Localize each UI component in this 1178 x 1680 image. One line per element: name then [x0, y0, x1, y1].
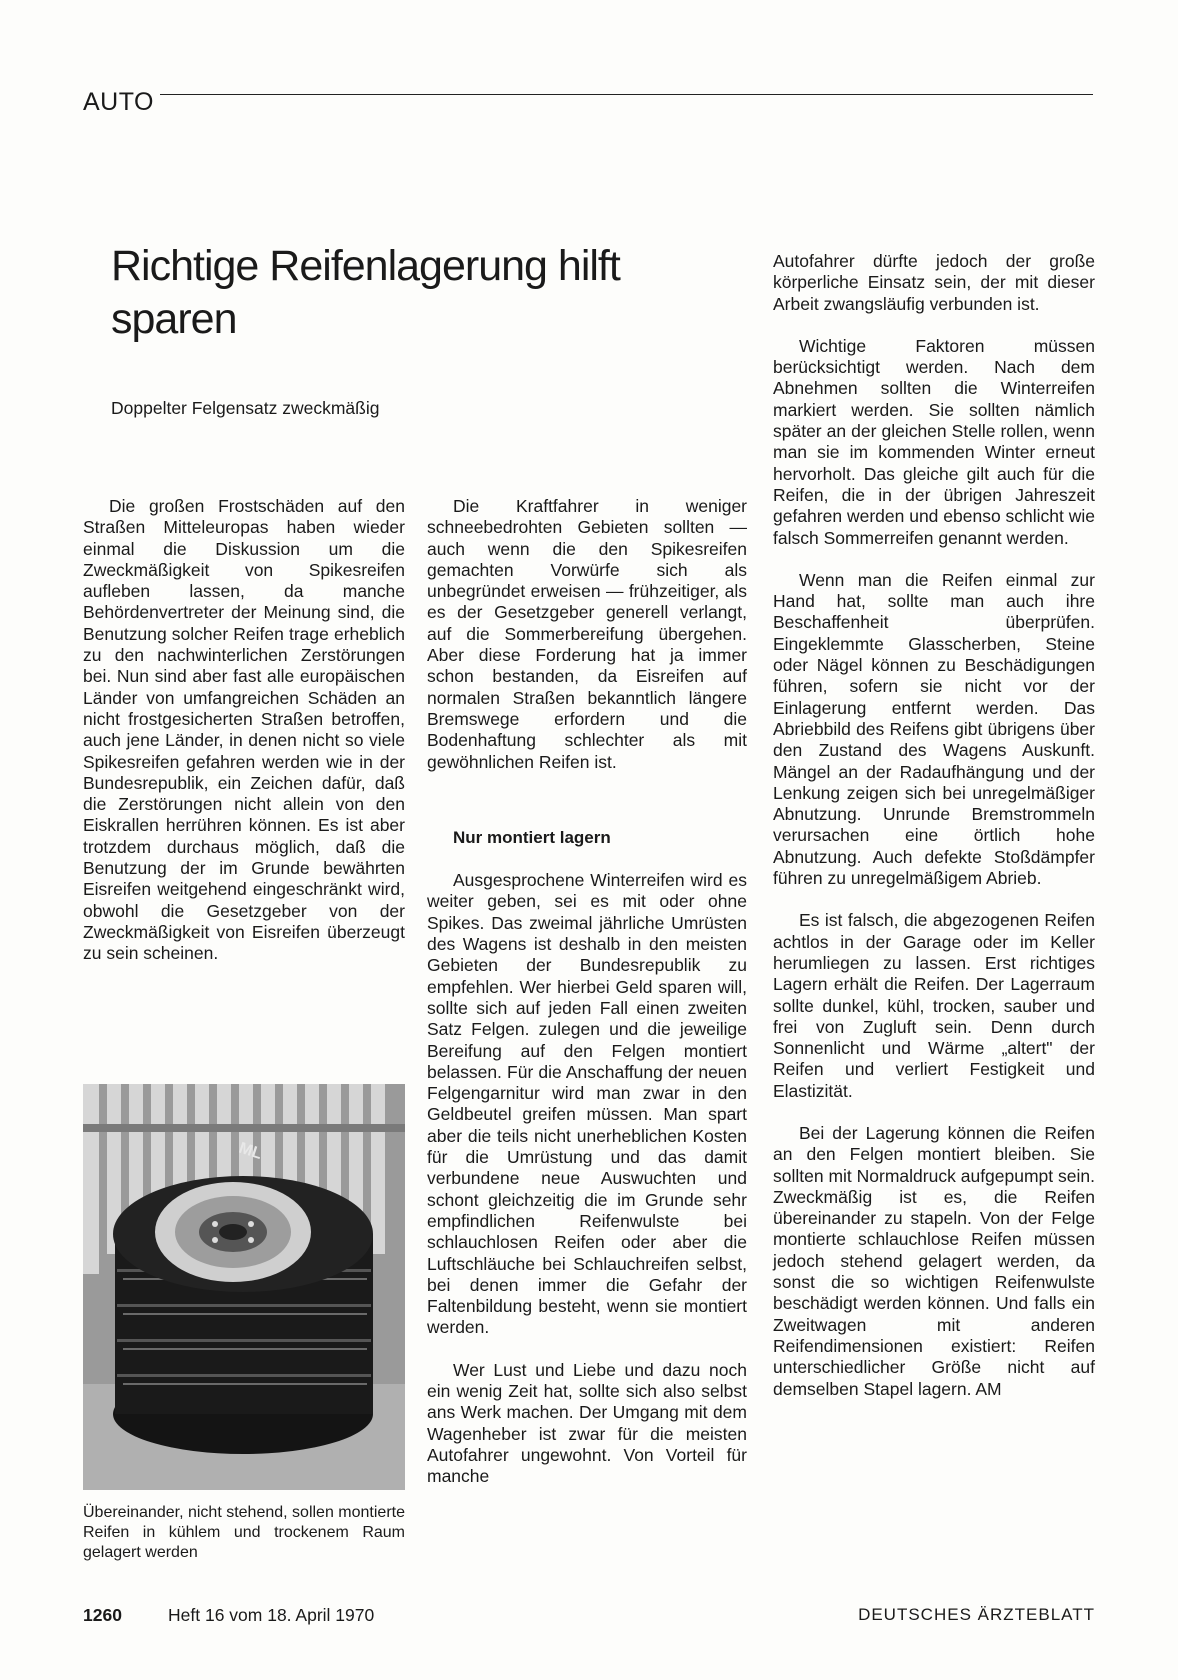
paragraph: Die großen Frostschäden auf den Straßen Mitteleuropas haben wieder einmal die Diskussion um die Zweckmäßigkeit von Spikesreifen aufleben lassen, da manche Behördenvertreter der Meinung sind, die Benutzung solcher Reifen trage erheblich zu den nachwinterlichen Zerstörungen bei. Nun sind aber fast alle europäischen Länder von umfangreichen Schäden an nicht frostgesicherten Straßen betroffen, auch jene Länder, in denen nicht so viele Spikesreifen gefahren werden wie in der Bundesrepublik, ein Zeichen dafür, daß die Zerstörungen nicht allein von den Eiskrallen herrühren können. Es ist aber trotzdem durchaus möglich, daß die Benutzung der im Grunde bewährten Eisreifen weitgehend eingeschränkt wird, obwohl die Gesetzgeber von der Zweckmäßigkeit von Eisreifen überzeugt zu sein scheinen. [83, 496, 405, 964]
header-rule [160, 94, 1093, 95]
issue-info: Heft 16 vom 18. April 1970 [168, 1605, 375, 1625]
paragraph: Es ist falsch, die abgezogenen Reifen achtlos in der Garage oder im Keller herumliegen zu lassen. Erst richtiges Lagern erhält die Reifen. Der Lagerraum sollte dunkel, kühl, trocken, sauber und frei von Zugluft sein. Denn durch Sonnenlicht und Wärme „altert" der Reifen und verliert Festigkeit und Elastizität. [773, 910, 1095, 1101]
column-3 [773, 251, 1095, 1400]
paragraph: Die Kraftfahrer in weniger schneebedrohten Gebieten sollten — auch wenn die den Spikesreifen gemachten Vorwürfe sich als unbegründet erweisen — frühzeitiger, als es der Gesetzgeber generell verlangt, auf die Sommerbereifung übergehen. Aber diese Forderung hat ja immer schon bestanden, da Eisreifen auf normalen Straßen bekanntlich längere Bremswege erfordern und die Bodenhaftung schlechter als mit gewöhnlichen Reifen ist. [427, 496, 747, 772]
journal-name: DEUTSCHES ÄRZTEBLATT [858, 1605, 1095, 1624]
article-title: Richtige Reifenlagerung hilft sparen [111, 242, 620, 343]
tire-lettering: ML [236, 1139, 264, 1163]
paragraph: Wenn man die Reifen einmal zur Hand hat, sollte man auch ihre Beschaffenheit überprüfen. Eingeklemmte Glasscherben, Steine oder Nägel können zu Beschädigungen führen, sofern sie nicht vor der Einlagerung entfernt werden. Das Abriebbild des Reifens gibt übrigens über den Zustand des Wagens Auskunft. Mängel an der Radaufhängung und der Lenkung zeigen sich bei unregelmäßiger Abnutzung. Unrunde Bremstrommeln verursachen eine örtlich hohe Abnutzung. Auch defekte Stoßdämpfer führen zu unregelmäßigem Abrieb. [773, 569, 1095, 889]
paragraph: Wer Lust und Liebe und dazu noch ein wenig Zeit hat, sollte sich also selbst ans Werk machen. Der Umgang mit dem Wagenheber ist zwar für die meisten Autofahrer ungewohnt. Von Vorteil für manche [427, 1359, 747, 1487]
section-label: AUTO [83, 88, 154, 116]
paragraph: Wichtige Faktoren müssen berücksichtigt werden. Nach dem Abnehmen sollten die Winterreifen markiert werden. Sie sollten nämlich später an der gleichen Stelle rollen, wenn man sie im kommenden Winter erneut hervorholt. Das gleiche gilt auch für die Reifen, die in der übrigen Jahreszeit gefahren werden und ebenso schlicht wie falsch Sommerreifen genannt werden. [773, 335, 1096, 548]
article-subtitle: Doppelter Felgensatz zweckmäßig [111, 398, 380, 418]
section-heading: Nur montiert lagern [453, 827, 611, 847]
column-1 [83, 496, 405, 965]
column-2 [427, 496, 747, 1487]
page-number: 1260 [83, 1605, 122, 1625]
paragraph: Bei der Lagerung können die Reifen an den Felgen montiert bleiben. Sie sollten mit Normaldruck aufgepumpt sein. Zweckmäßig ist es, die Reifen übereinander zu stapeln. Von der Felge montierte schlauchlose Reifen müssen jedoch stehend gelagert werden, da sonst die so wichtigen Reifenwulste beschädigt werden können. Und falls ein Zweitwagen mit anderen Reifendimensionen existiert: Reifen unterschiedlicher Größe nicht auf demselben Stapel lagern. AM [773, 1122, 1095, 1399]
tire-stack-photo [83, 1084, 405, 1490]
paragraph: Autofahrer dürfte jedoch der große körperliche Einsatz sein, der mit dieser Arbeit zwangsläufig verbunden ist. [773, 251, 1095, 314]
paragraph: Ausgesprochene Winterreifen wird es weiter geben, sei es mit oder ohne Spikes. Das zweimal jährliche Umrüsten des Wagens ist deshalb in den meisten Gebieten der Bundesrepublik zu empfehlen. Wer hierbei Geld sparen will, sollte sich auf jeden Fall einen zweiten Satz Felgen. zulegen und die jeweilige Bereifung auf den Felgen montiert belassen. Für die Anschaffung der neuen Felgengarnitur wird man zwar in den Geldbeutel greifen müssen. Man spart aber die teils nicht unerheblichen Kosten für die Umrüstung und das damit verbundene neue Auswuchten und schont gleichzeitig die im Grunde sehr empfindlichen Reifenwulste bei schlauchlosen Reifen oder aber die Luftschläuche bei Schlauchreifen selbst, bei denen immer die Gefahr der Faltenbildung besteht, wenn sie montiert werden. [427, 870, 747, 1338]
photo-caption: Übereinander, nicht stehend, sollen montierte Reifen in kühlem und trockenem Raum gelagert werden [83, 1504, 405, 1561]
